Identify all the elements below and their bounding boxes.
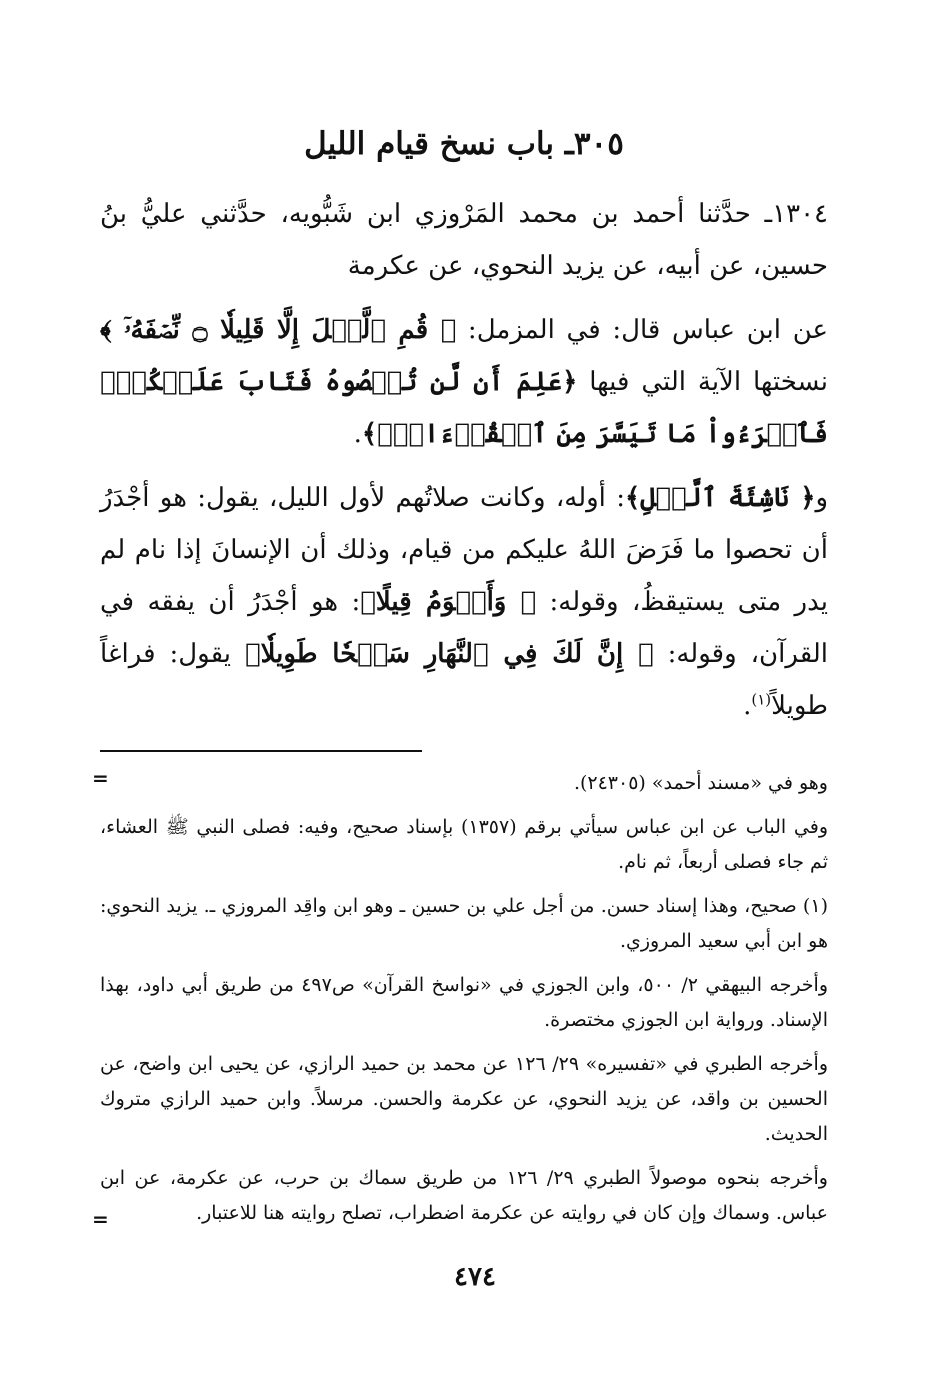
text-run: : أوله، وكانت صلاتُهم لأول الليل، يقول: هو أجْدَرُ أن تحصوا ما فَرَضَ اللهُ عليكم من قيام، وذلك أن الإنسانَ إذا نام لم يدر متى يستيقظُ، وقوله: <box>100 483 828 617</box>
footnotes <box>92 766 829 1231</box>
hadith-isnad: ١٣٠٤ـ حدَّثنا أحمد بن محمد المَرْوزي ابن شَبُّويه، حدَّثني عليُّ بنُ حسين، عن أبيه، عن يزيد النحوي، عن عكرمة <box>100 199 828 281</box>
quran-verse: ﴿ نَاشِئَةَ ٱلَّيۡلِ﴾ <box>624 483 816 513</box>
footnote-line: وأخرجه البيهقي ٢/ ٥٠٠، وابن الجوزي في «نواسخ القرآن» ص٤٩٧ من طريق أبي داود، بهذا الإسناد. ورواية ابن الجوزي مختصرة. <box>100 974 829 1031</box>
page-body <box>92 120 829 1240</box>
quran-verse: ﴿ إِنَّ لَكَ فِي ٱلنَّهَارِ سَبۡحٗا طَوِيلٗا﴾ <box>245 639 654 669</box>
hadith-matn-2 <box>100 472 828 732</box>
quran-verse: ﴿عَلِمَ أَن لَّن تُحۡصُوهُ فَتَابَ عَلَيۡكُمۡۖ فَٱقۡرَءُواْ مَا تَيَسَّرَ مِنَ ٱلۡقُرۡءَانِۚ﴾ <box>100 367 828 449</box>
continuation-mark-bottom: = <box>92 1207 109 1231</box>
quran-verse: ﴿ وَأَقۡوَمُ قِيلًا﴾ <box>360 587 537 617</box>
text-run: . <box>353 419 362 449</box>
footnote-line: وأخرجه بنحوه موصولاً الطبري ٢٩/ ١٢٦ من طريق سماك بن حرب، عن عكرمة، عن ابن عباس. وسماك وإن كان في روايته عن عكرمة اضطراب، تصلح روايته هنا للاعتبار. <box>100 1167 828 1224</box>
quran-verse: ﴿ قُمِ ٱلَّيۡلَ إِلَّا قَلِيلٗا ۝ نِّصۡفَهُۥٓ ﴾ <box>100 315 457 345</box>
text-run: نسختها الآية التي فيها <box>577 367 828 397</box>
hadith-matn-1 <box>100 304 828 460</box>
text-run: و <box>815 483 828 513</box>
text-run: عن ابن عباس قال: في المزمل: <box>456 315 829 345</box>
text-run: . <box>743 691 752 721</box>
main-text <box>100 188 828 732</box>
footnote-line: وفي الباب عن ابن عباس سيأتي برقم (١٣٥٧) بإسناد صحيح، وفيه: فصلى النبي ﷺ العشاء، ثم جاء فصلى أربعاً، ثم نام. <box>100 816 828 873</box>
footnote-ref: (١) <box>751 690 772 709</box>
text-run: : هو أجْدَرُ أن يفقه في القرآن، وقوله: <box>100 587 829 669</box>
page-number: ٤٧٤ <box>454 1262 496 1292</box>
chapter-heading: ٣٠٥ـ باب نسخ قيام الليل <box>304 126 624 162</box>
text-run: يقول: فراغاً طويلاً <box>100 639 828 721</box>
footnote-separator <box>100 750 422 752</box>
continuation-mark-top: = <box>92 766 109 790</box>
footnote-line: وأخرجه الطبري في «تفسيره» ٢٩/ ١٢٦ عن محمد بن حميد الرازي، عن يحيى ابن واضح، عن الحسين بن واقد، عن يزيد النحوي، عن عكرمة والحسن. مرسلاً. وابن حميد الرازي متروك الحديث. <box>100 1053 829 1145</box>
footnote-line: (١) صحيح، وهذا إسناد حسن. من أجل علي بن حسين ـ وهو ابن واقِد المروزي ـ. يزيد النحوي: هو ابن أبي سعيد المروزي. <box>100 895 828 952</box>
footnote-line: وهو في «مسند أحمد» (٢٤٣٠٥). <box>573 772 828 794</box>
